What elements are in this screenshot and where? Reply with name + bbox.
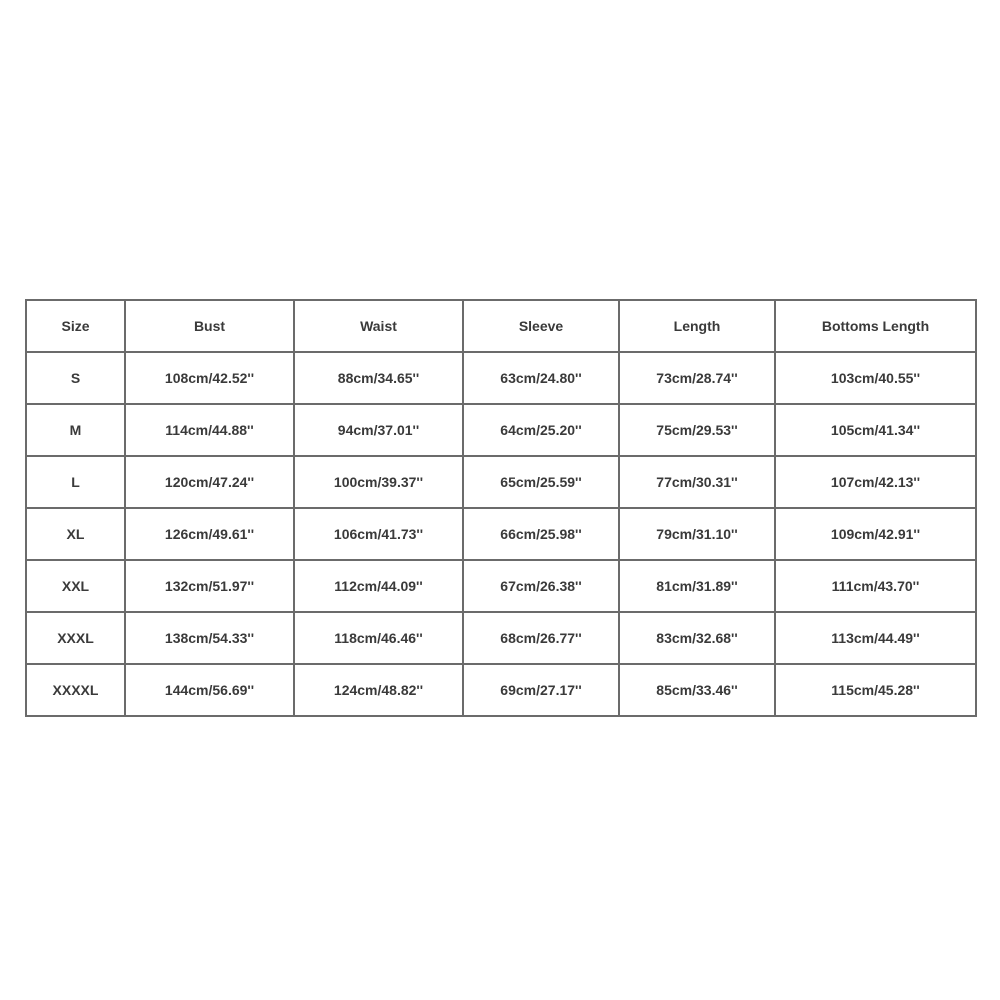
cell-length: 73cm/28.74'' xyxy=(619,352,775,404)
column-header-size: Size xyxy=(26,300,125,352)
cell-sleeve: 65cm/25.59'' xyxy=(463,456,619,508)
column-header-length: Length xyxy=(619,300,775,352)
cell-bottoms-length: 115cm/45.28'' xyxy=(775,664,976,716)
cell-bottoms-length: 111cm/43.70'' xyxy=(775,560,976,612)
cell-size: M xyxy=(26,404,125,456)
column-header-bust: Bust xyxy=(125,300,294,352)
cell-size: L xyxy=(26,456,125,508)
cell-bottoms-length: 103cm/40.55'' xyxy=(775,352,976,404)
cell-length: 77cm/30.31'' xyxy=(619,456,775,508)
cell-size: XXXL xyxy=(26,612,125,664)
cell-size: XXXXL xyxy=(26,664,125,716)
cell-bust: 120cm/47.24'' xyxy=(125,456,294,508)
table-row xyxy=(26,404,976,456)
cell-waist: 112cm/44.09'' xyxy=(294,560,463,612)
cell-length: 79cm/31.10'' xyxy=(619,508,775,560)
cell-bust: 114cm/44.88'' xyxy=(125,404,294,456)
column-header-waist: Waist xyxy=(294,300,463,352)
cell-length: 83cm/32.68'' xyxy=(619,612,775,664)
cell-length: 85cm/33.46'' xyxy=(619,664,775,716)
table-row xyxy=(26,560,976,612)
cell-bust: 144cm/56.69'' xyxy=(125,664,294,716)
cell-sleeve: 63cm/24.80'' xyxy=(463,352,619,404)
cell-sleeve: 69cm/27.17'' xyxy=(463,664,619,716)
cell-bust: 138cm/54.33'' xyxy=(125,612,294,664)
cell-bust: 126cm/49.61'' xyxy=(125,508,294,560)
cell-size: S xyxy=(26,352,125,404)
column-header-bottoms-length: Bottoms Length xyxy=(775,300,976,352)
cell-bottoms-length: 109cm/42.91'' xyxy=(775,508,976,560)
size-chart-table xyxy=(25,299,977,717)
table-row xyxy=(26,612,976,664)
cell-waist: 118cm/46.46'' xyxy=(294,612,463,664)
cell-waist: 106cm/41.73'' xyxy=(294,508,463,560)
cell-bottoms-length: 113cm/44.49'' xyxy=(775,612,976,664)
cell-bust: 132cm/51.97'' xyxy=(125,560,294,612)
cell-bust: 108cm/42.52'' xyxy=(125,352,294,404)
cell-waist: 100cm/39.37'' xyxy=(294,456,463,508)
cell-bottoms-length: 107cm/42.13'' xyxy=(775,456,976,508)
cell-sleeve: 68cm/26.77'' xyxy=(463,612,619,664)
cell-waist: 88cm/34.65'' xyxy=(294,352,463,404)
cell-waist: 94cm/37.01'' xyxy=(294,404,463,456)
cell-sleeve: 64cm/25.20'' xyxy=(463,404,619,456)
cell-size: XXL xyxy=(26,560,125,612)
table-row xyxy=(26,456,976,508)
table-row xyxy=(26,664,976,716)
cell-size: XL xyxy=(26,508,125,560)
cell-sleeve: 66cm/25.98'' xyxy=(463,508,619,560)
cell-sleeve: 67cm/26.38'' xyxy=(463,560,619,612)
column-header-sleeve: Sleeve xyxy=(463,300,619,352)
table-row xyxy=(26,508,976,560)
cell-length: 75cm/29.53'' xyxy=(619,404,775,456)
cell-waist: 124cm/48.82'' xyxy=(294,664,463,716)
cell-bottoms-length: 105cm/41.34'' xyxy=(775,404,976,456)
table-row xyxy=(26,352,976,404)
table-header-row xyxy=(26,300,976,352)
cell-length: 81cm/31.89'' xyxy=(619,560,775,612)
